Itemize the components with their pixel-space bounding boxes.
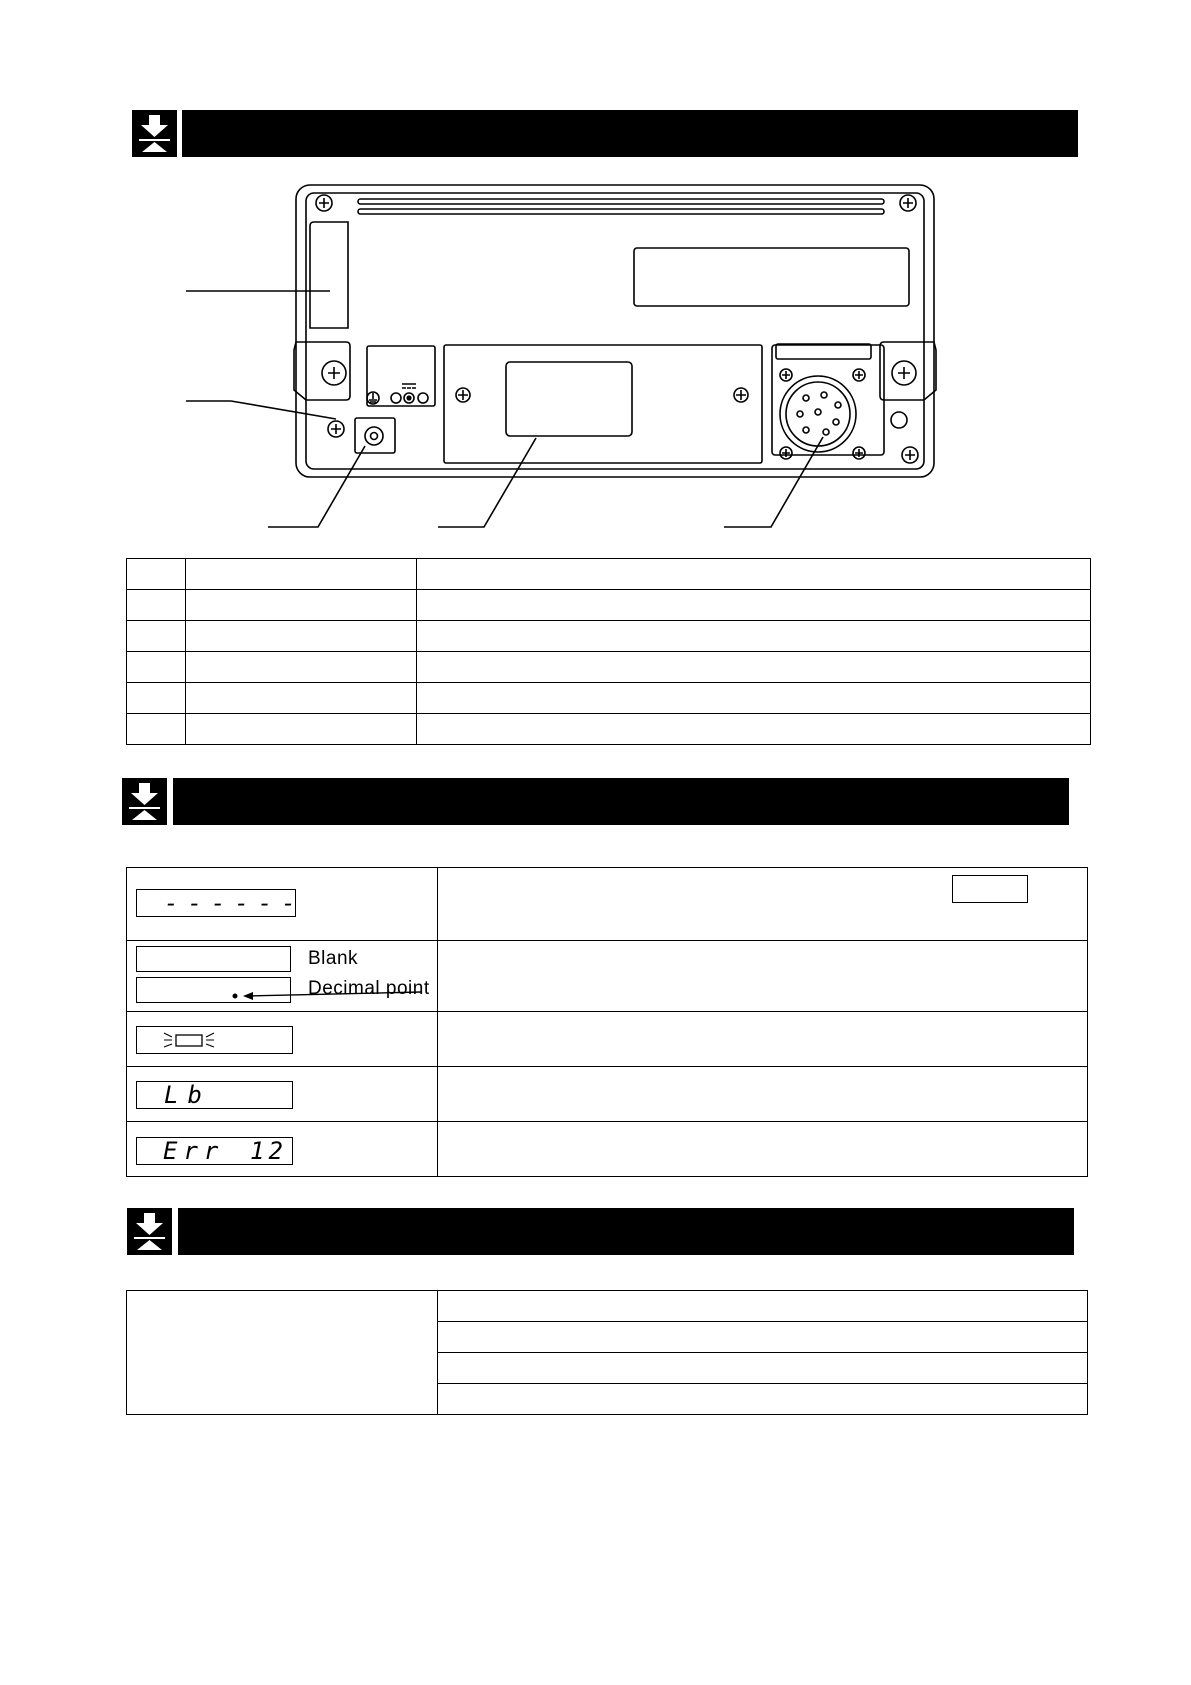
rear-panel-diagram	[0, 170, 1191, 540]
blank-label: Blank	[308, 948, 359, 969]
arrow-down-onto-platform-icon	[127, 1208, 172, 1255]
arrow-down-onto-platform-icon	[122, 778, 167, 825]
table-row	[127, 652, 1091, 683]
error-code-text: 12	[250, 1137, 287, 1165]
blinking-segment-icon	[160, 1028, 220, 1052]
header-bar	[182, 110, 1078, 157]
blank-display	[136, 946, 291, 972]
table-row	[127, 1291, 1088, 1322]
dashes-display-text: ------	[164, 889, 305, 917]
table-row	[127, 683, 1091, 714]
decimal-point-arrow	[225, 988, 425, 1004]
parts-table	[126, 558, 1091, 745]
header-bar	[178, 1208, 1074, 1255]
table-row	[127, 621, 1091, 652]
lb-display	[136, 1081, 293, 1109]
key-box	[952, 875, 1028, 903]
table-row	[127, 559, 1091, 590]
table-row	[127, 590, 1091, 621]
decimal-point-label: Decimal point	[308, 978, 430, 999]
header-bar	[173, 778, 1069, 825]
error-display-text: Err	[163, 1137, 225, 1165]
specification-table	[126, 1290, 1088, 1415]
lb-display-text: Lb	[164, 1081, 211, 1109]
table-row	[127, 714, 1091, 745]
arrow-down-onto-platform-icon	[132, 110, 177, 157]
